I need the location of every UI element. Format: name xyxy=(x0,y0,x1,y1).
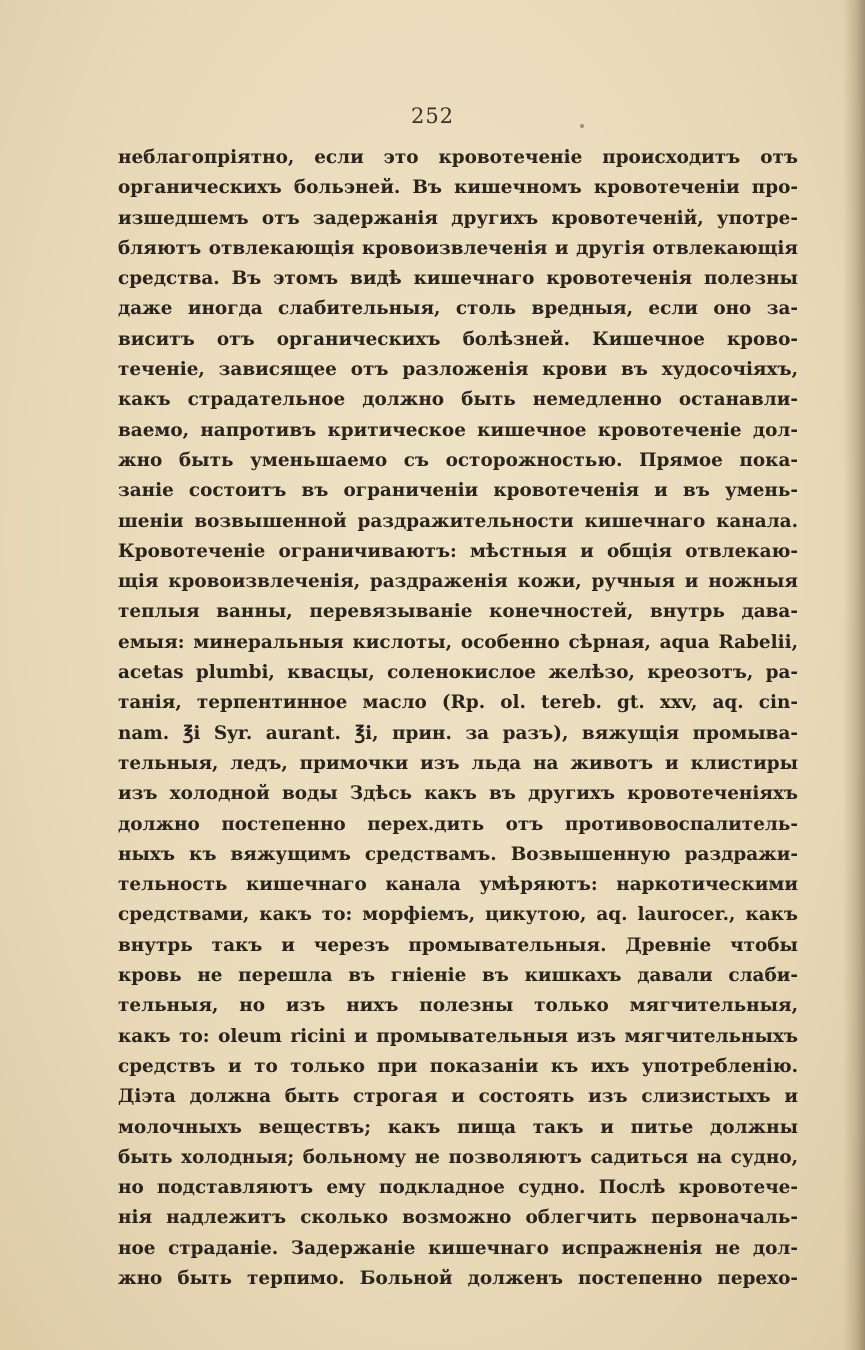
text-line: быть холодныя; больному не позволяютъ садиться на судно, xyxy=(118,1146,798,1168)
text-line: даже иногда слабительныя, столь вредныя, если оно за- xyxy=(118,298,798,320)
text-line: нія надлежитъ сколько возможно облегчить первоначаль- xyxy=(118,1207,798,1229)
text-line: емыя: минеральныя кислоты, особенно сѣрная, aqua Rabelii, xyxy=(118,631,798,653)
text-line: неблагопріятно, если это кровотеченіе происходитъ отъ xyxy=(118,147,798,168)
text-line: молочныхъ веществъ; какъ пища такъ и питье должны xyxy=(118,1116,798,1138)
text-line: жно быть уменьшаемо съ осторожностью. Прямое пока- xyxy=(118,449,798,471)
text-line: заніе состоитъ въ ограниченіи кровотеченія и въ умень- xyxy=(118,480,798,502)
text-line: acetas plumbi, квасцы, соленокислое желѣзо, креозотъ, ра- xyxy=(118,662,798,684)
text-line: жно быть терпимо. Больной долженъ постепенно перехо- xyxy=(118,1267,798,1289)
text-line: ваемо, напротивъ критическое кишечное кровотеченіе дол- xyxy=(118,419,798,441)
text-line: внутрь такъ и черезъ промывательныя. Древніе чтобы xyxy=(118,934,798,956)
text-line: виситъ отъ органическихъ болѣзней. Кишечное крово- xyxy=(118,328,798,350)
text-line: средствами, какъ то: морфіемъ, цикутою, aq. laurocer., какъ xyxy=(118,904,798,926)
page-edge-shadow xyxy=(843,0,865,1350)
text-line: тельныя, ледъ, примочки изъ льда на животъ и клистиры xyxy=(118,752,798,774)
page-number: 252 xyxy=(410,104,455,128)
text-line: nam. ℥i Syr. aurant. ℥i, прин. за разъ), вяжущія промыва- xyxy=(118,722,798,744)
text-line: какъ то: oleum ricini и промывательныя изъ мягчительныхъ xyxy=(118,1025,798,1047)
text-line: изшедшемъ отъ задержанія другихъ кровотеченій, употре- xyxy=(118,207,798,229)
text-line: кровь не перешла въ гніеніе въ кишкахъ давали слаби- xyxy=(118,965,798,987)
text-line: какъ страдательное должно быть немедленно останавли- xyxy=(118,389,798,411)
text-line: теплыя ванны, перевязываніе конечностей, внутрь дава- xyxy=(118,601,798,623)
text-line: тельность кишечнаго канала умѣряютъ: наркотическими xyxy=(118,874,798,896)
text-line: должно постепенно перех.дить отъ противовоспалитель- xyxy=(118,813,798,835)
text-line: Кровотеченіе ограничиваютъ: мѣстныя и общія отвлекаю- xyxy=(118,540,798,562)
text-line: щія кровоизвлеченія, раздраженія кожи, ручныя и ножныя xyxy=(118,571,798,593)
text-line: ныхъ къ вяжущимъ средствамъ. Возвышенную раздражи- xyxy=(118,843,798,865)
text-line: Діэта должна быть строгая и состоять изъ слизистыхъ и xyxy=(118,1086,798,1108)
text-line: средства. Въ этомъ видѣ кишечнаго кровотеченія полезны xyxy=(118,268,798,290)
text-line: теченіе, зависящее отъ разложенія крови въ худосочіяхъ, xyxy=(118,359,798,381)
text-line: органическихъ больэней. Въ кишечномъ кровотеченіи про- xyxy=(118,177,798,199)
text-line: бляютъ отвлекающія кровоизвлеченія и другія отвлекающія xyxy=(118,237,798,259)
text-line: но подставляютъ ему подкладное судно. Послѣ кровотече- xyxy=(118,1177,798,1199)
text-line: средствъ и то только при показаніи къ ихъ употребленію. xyxy=(118,1055,798,1077)
text-line: шеніи возвышенной раздражительности кишечнаго канала. xyxy=(118,510,798,532)
text-line: танія, терпентинное масло (Rp. ol. tereb. gt. xxv, aq. cin- xyxy=(118,692,798,714)
body-text xyxy=(118,143,798,1294)
text-line: изъ холодной воды Здѣсь какъ въ другихъ кровотеченіяхъ xyxy=(118,783,798,805)
text-line: ное страданіе. Задержаніе кишечнаго испражненія не дол- xyxy=(118,1237,798,1259)
text-line: тельныя, но изъ нихъ полезны только мягчительныя, xyxy=(118,995,798,1017)
